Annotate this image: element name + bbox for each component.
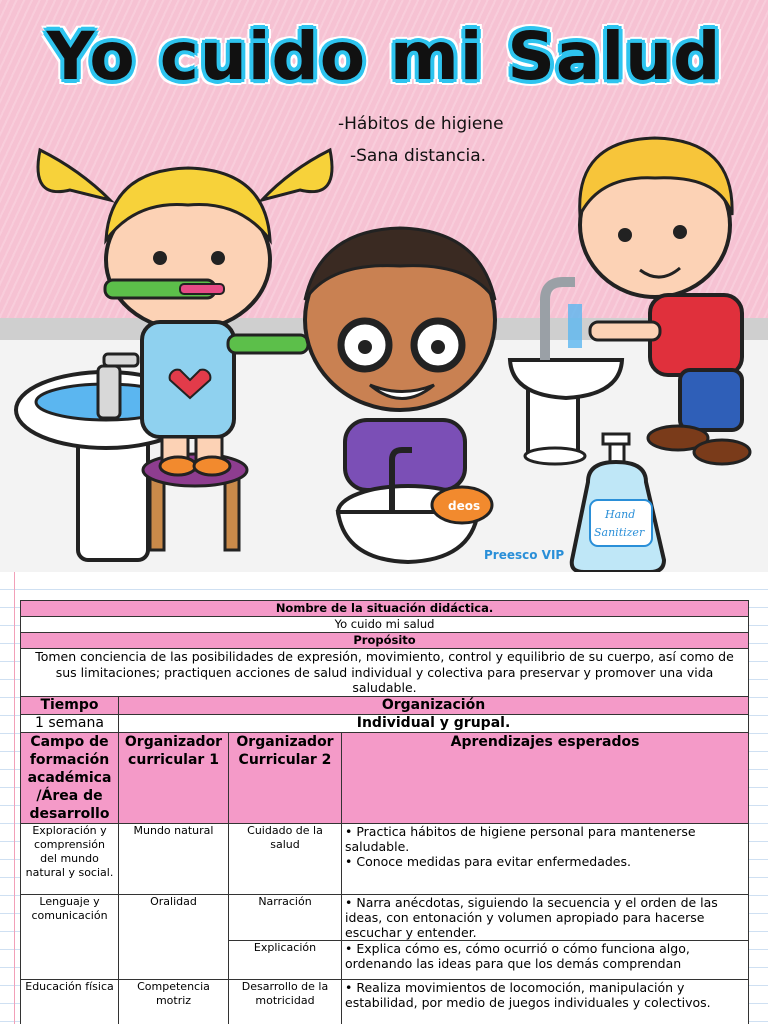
table-row — [21, 633, 749, 649]
column-org2: Organizador Curricular 2 — [229, 732, 342, 823]
column-org1: Organizador curricular 1 — [119, 732, 229, 823]
table-row — [21, 979, 749, 1024]
lesson-plan-table — [20, 600, 749, 1024]
boy-rinsing-hands-illustration — [580, 138, 750, 464]
table-row — [21, 696, 749, 714]
row2-org1: Oralidad — [119, 894, 229, 979]
row1-learning — [342, 823, 749, 894]
cover-subtitle-distance: -Sana distancia. — [350, 146, 487, 166]
row3-org1: Competencia motriz — [119, 979, 229, 1024]
situation-name: Yo cuido mi salud — [21, 617, 749, 633]
table-row — [21, 714, 749, 732]
learning-item: • Practica hábitos de higiene personal para mantenerse saludable. — [345, 823, 696, 854]
lined-notebook-page — [0, 572, 768, 1024]
table-row — [21, 732, 749, 823]
row1-org1: Mundo natural — [119, 823, 229, 894]
row3-field: Educación física — [21, 979, 119, 1024]
row3-org2: Desarrollo de la motricidad — [229, 979, 342, 1024]
row2-org2-narracion: Narración — [229, 894, 342, 940]
table-row — [21, 823, 749, 894]
bottle-label-hand: Hand — [605, 508, 636, 521]
row2-field: Lenguaje y comunicación — [21, 894, 119, 979]
situation-header: Nombre de la situación didáctica. — [21, 601, 749, 617]
cover-title: Yo cuido mi Salud — [46, 18, 722, 95]
purpose-text: Tomen conciencia de las posibilidades de expresión, movimiento, control y equilibrio de su cuerpo, así como de sus limitaciones; practiquen acciones de salud individual y colectiva para preservar y promover una vida saludable. — [21, 649, 749, 697]
purpose-header: Propósito — [21, 633, 749, 649]
column-learning: Aprendizajes esperados — [342, 732, 749, 823]
time-value: 1 semana — [21, 714, 119, 732]
table-row — [21, 601, 749, 617]
organization-header: Organización — [119, 696, 749, 714]
learning-item: • Conoce medidas para evitar enfermedades. — [345, 853, 631, 869]
table-row — [21, 894, 749, 940]
row1-field: Exploración y comprensión del mundo natural y social. — [21, 823, 119, 894]
bottle-label-sanitizer: Sanitizer — [594, 526, 645, 539]
column-field: Campo de formación académica /Área de desarrollo — [21, 732, 119, 823]
row1-org2: Cuidado de la salud — [229, 823, 342, 894]
row2-learning-narracion: • Narra anécdotas, siguiendo la secuencia y el orden de las ideas, con entonación y volumen apropiado para hacerse escuchar y entender. — [342, 894, 749, 940]
row2-org2-explicacion: Explicación — [229, 940, 342, 979]
organization-value: Individual y grupal. — [119, 714, 749, 732]
time-header: Tiempo — [21, 696, 119, 714]
brand-logo: Preesco VIP — [484, 548, 565, 562]
soap-label: deos — [448, 499, 481, 513]
row3-learning: • Realiza movimientos de locomoción, manipulación y estabilidad, por medio de juegos individuales y colectivos. — [342, 979, 749, 1024]
table-row — [21, 649, 749, 697]
cover-subtitle-hygiene: -Hábitos de higiene — [338, 114, 504, 134]
table-row — [21, 617, 749, 633]
row2-learning-explicacion: • Explica cómo es, cómo ocurrió o cómo funciona algo, ordenando las ideas para que los demás comprendan — [342, 940, 749, 979]
boy-washing-hands-illustration — [305, 228, 495, 562]
